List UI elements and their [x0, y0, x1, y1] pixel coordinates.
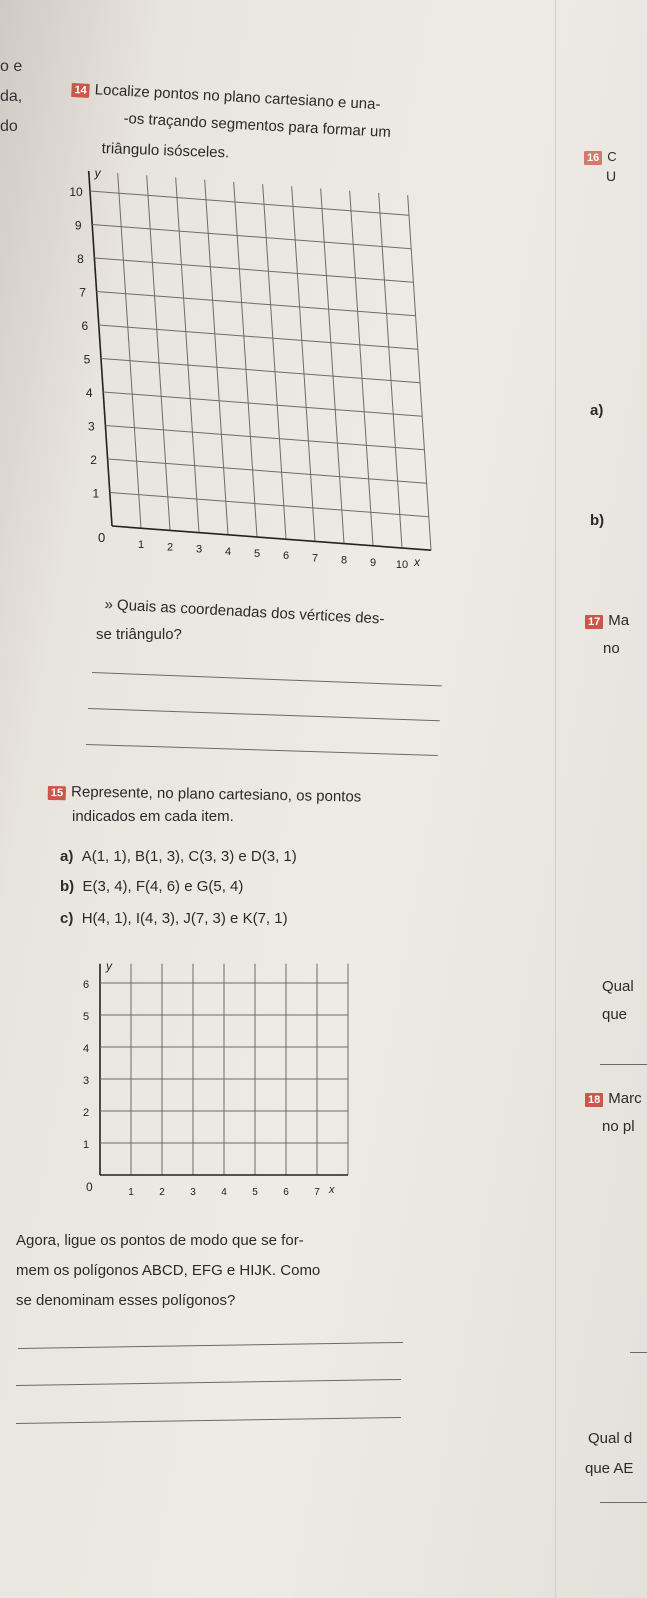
horizontal-grid-line [92, 225, 411, 249]
que-fragment-2: que AE [585, 1460, 634, 1477]
page-fold [555, 0, 556, 1598]
x-tick-label: 6 [282, 550, 290, 563]
exercise-15-line-1: 15 Represente, no plano cartesiano, os pontos [48, 783, 362, 805]
margin-fragment-3: do [0, 118, 18, 135]
exercise-15-after-line-2: mem os polígonos ABCD, EFG e HIJK. Como [16, 1262, 321, 1279]
que-fragment-1: que [602, 1006, 628, 1023]
x-tick-label: 1 [137, 539, 145, 552]
exercise-14-question-line-1: » Quais as coordenadas dos vértices des- [104, 596, 385, 628]
x-tick-label: 1 [128, 1187, 134, 1198]
grid-2-x-label: x [329, 1184, 335, 1196]
answer-line[interactable] [86, 744, 438, 756]
vertical-grid-line [89, 171, 112, 526]
qual-fragment-1: Qual [602, 978, 634, 995]
answer-line[interactable] [18, 1342, 403, 1349]
exercise-16-fragment: 16 C [584, 148, 617, 166]
exercise-18-fragment: 18 Marc [585, 1090, 642, 1107]
grid-2-origin: 0 [86, 1180, 93, 1194]
y-tick-label: 8 [77, 252, 84, 266]
exercise-16-number: 16 [584, 151, 602, 165]
x-tick-label: 10 [395, 559, 409, 571]
item-b-label: b) [590, 512, 605, 529]
x-tick-label: 5 [253, 548, 261, 560]
y-tick-label: 2 [90, 453, 97, 467]
exercise-18-fragment-2: no pl [602, 1118, 635, 1135]
exercise-17-fragment-2: no [603, 640, 620, 657]
y-tick-label: 9 [74, 218, 82, 233]
x-tick-label: 4 [224, 545, 232, 558]
y-tick-label: 2 [82, 1107, 90, 1119]
exercise-14-line-3: triângulo isósceles. [101, 140, 230, 162]
y-tick-label: 4 [82, 1043, 90, 1055]
exercise-15-item-a: a) A(1, 1), B(1, 3), C(3, 3) e D(3, 1) [60, 848, 297, 865]
horizontal-grid-line [103, 392, 422, 416]
y-tick-label: 5 [83, 352, 91, 367]
y-tick-label: 3 [82, 1075, 90, 1087]
exercise-14-number: 14 [71, 83, 90, 98]
y-tick-label: 1 [92, 486, 100, 501]
grid-1-x-ticks [138, 539, 408, 571]
y-tick-label: 6 [81, 319, 89, 333]
answer-line[interactable] [16, 1379, 401, 1386]
grid-2-y-label: y [106, 958, 112, 973]
x-tick-label: 2 [166, 541, 174, 554]
x-tick-label: 3 [190, 1187, 196, 1198]
horizontal-grid-line [105, 426, 424, 450]
exercise-17-number: 17 [585, 615, 603, 629]
exercise-15-after-line-3: se denominam esses polígonos? [16, 1292, 236, 1309]
exercise-15-item-b: b) E(3, 4), F(4, 6) e G(5, 4) [60, 878, 244, 895]
answer-line[interactable] [600, 1502, 647, 1503]
answer-line[interactable] [92, 672, 442, 686]
qual-fragment-2: Qual d [588, 1430, 633, 1447]
x-tick-label: 3 [195, 543, 203, 556]
margin-fragment-1: o e [0, 58, 23, 75]
x-tick-label: 7 [311, 552, 319, 565]
answer-line[interactable] [16, 1417, 401, 1424]
y-tick-label: 6 [82, 979, 90, 991]
horizontal-grid-line [97, 292, 416, 316]
exercise-16-fragment-2: U [606, 168, 617, 184]
grid-1-x-label: x [414, 555, 420, 569]
x-tick-label: 6 [283, 1187, 289, 1198]
grid-1-y-ticks [69, 185, 99, 501]
cartesian-grid-2 [75, 958, 360, 1215]
grid-2-lines [100, 964, 348, 1175]
cartesian-grid-1 [69, 165, 442, 590]
answer-line[interactable] [630, 1352, 647, 1353]
exercise-15-line-2: indicados em cada item. [72, 808, 234, 825]
horizontal-grid-line [94, 258, 413, 282]
horizontal-grid-line [112, 526, 431, 550]
y-tick-label: 3 [88, 419, 95, 434]
exercise-14-line-2: -os traçando segmentos para formar um [123, 110, 392, 141]
horizontal-grid-line [99, 325, 418, 349]
x-tick-label: 9 [369, 556, 377, 569]
margin-fragment-2: da, [0, 88, 23, 105]
horizontal-grid-line [110, 493, 429, 517]
exercise-15-number: 15 [48, 786, 66, 800]
item-a-label: a) [590, 402, 604, 419]
x-tick-label: 4 [221, 1187, 227, 1198]
grid-1-origin: 0 [98, 530, 106, 545]
grid-1-y-label: y [94, 165, 101, 180]
exercise-14-question-line-2: se triângulo? [96, 626, 182, 643]
exercise-15-after-line-1: Agora, ligue os pontos de modo que se for- [16, 1232, 304, 1249]
x-tick-label: 8 [340, 554, 348, 567]
grid-2-x-ticks [128, 1187, 320, 1198]
answer-line[interactable] [600, 1064, 647, 1065]
y-tick-label: 4 [85, 386, 93, 400]
x-tick-label: 7 [314, 1187, 320, 1198]
grid-1-lines [89, 171, 431, 550]
y-tick-label: 5 [82, 1011, 90, 1023]
exercise-18-number: 18 [585, 1093, 603, 1107]
exercise-14-line-1: 14 Localize pontos no plano cartesiano e una- [71, 80, 381, 113]
y-tick-label: 1 [82, 1139, 90, 1151]
exercise-17-fragment: 17 Ma [585, 612, 629, 629]
horizontal-grid-line [101, 359, 420, 383]
horizontal-grid-line [108, 459, 427, 483]
x-tick-label: 5 [252, 1187, 258, 1198]
y-tick-label: 10 [69, 185, 83, 199]
grid-2-y-ticks [83, 979, 89, 1151]
y-tick-label: 7 [79, 285, 86, 300]
x-tick-label: 2 [159, 1187, 165, 1198]
answer-line[interactable] [88, 708, 440, 721]
exercise-15-item-c: c) H(4, 1), I(4, 3), J(7, 3) e K(7, 1) [60, 910, 288, 927]
horizontal-grid-line [90, 191, 409, 215]
